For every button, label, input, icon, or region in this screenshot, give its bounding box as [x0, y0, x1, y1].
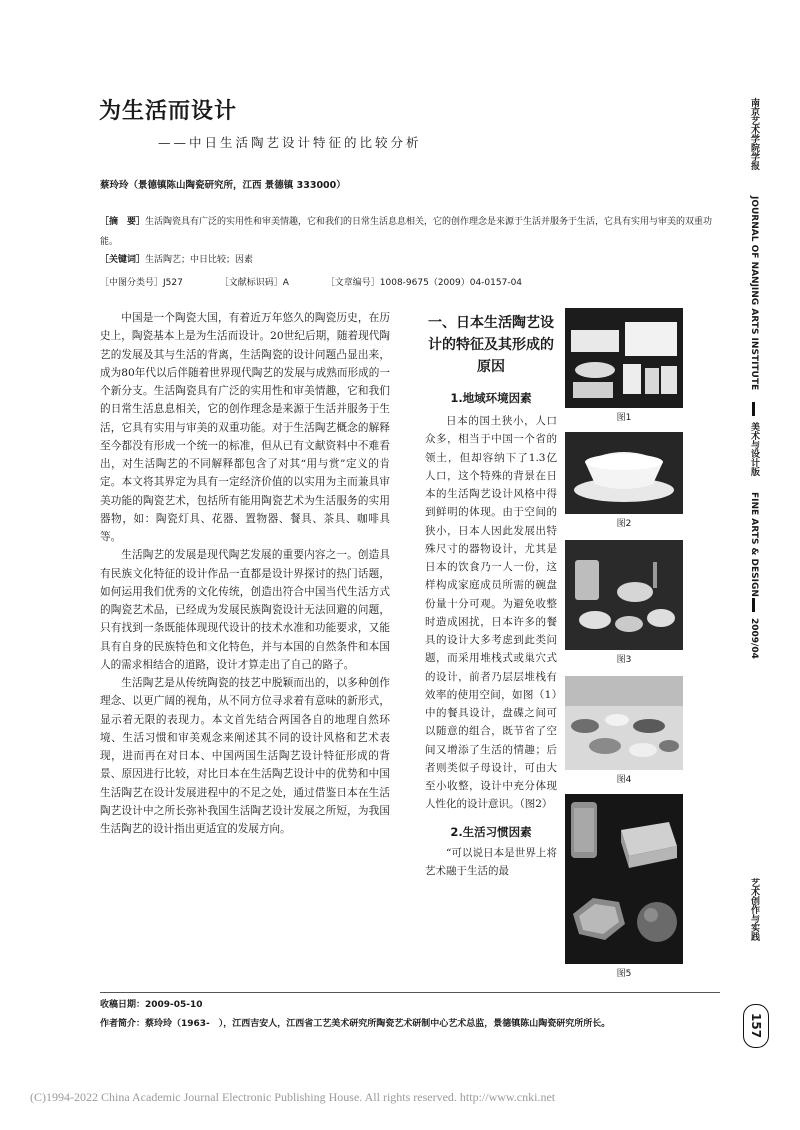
- subsection-heading: 2.生活习惯因素: [450, 824, 532, 839]
- section-text: “可以说日本是世界上将艺术融于生活的最: [425, 846, 557, 877]
- figure-caption: 图4: [616, 775, 632, 785]
- keywords: [100, 252, 253, 265]
- abstract: [100, 212, 720, 252]
- received-date: 收稿日期：2009-05-10: [100, 1000, 203, 1010]
- sidebar-divider: [752, 598, 755, 612]
- section-text: 日本的国土狭小，人口众多，相当于中国一个省的领土，但却容纳下了1.3亿人口，这个特殊的背景在日本的生活陶艺设计风格中得到鲜明的体现。由于空间的狭小，日本人因此发展出特殊尺寸的器物设计，尤其是日本的饮食乃一人一份，这样构成家庭成员所需的碗盘份量十分可观。为避免收整时造成困扰，日本许多的餐具的设计大多考虑到此类问题，而采用堆栈式或巢穴式的设计，前者乃层层堆栈有效率的使用空间，如图（1）中的餐具设计，盘碟之间可以随意的组合，既节省了空间又增添了生活的情趣；后者则类似子母设计，可由大至小收整，设计中充分体现人性化的设计意识。（图2）: [425, 415, 557, 811]
- figure-2: [565, 432, 683, 529]
- article-subtitle: ——中日生活陶艺设计特征的比较分析: [158, 135, 422, 150]
- figure-caption: 图5: [616, 969, 632, 979]
- sidebar-journal-name-en: JOURNAL OF NANJING ARTS INSTITUTE: [749, 196, 759, 391]
- sidebar-divider: [752, 402, 755, 416]
- body-paragraph: 生活陶艺是从传统陶瓷的技艺中脱颖而出的，以多种创作理念、以更广阔的视角，从不同方位寻求着有意味的新形式，显示着无限的表现力。本文首先结合两国各自的地理自然环境、生活习惯和审美观念来阐述其不同的设计风格和艺术表现，进而再在对日本、中国两国生活陶艺设计特征形成的背景、原因进行比较，对比日本在生活陶艺设计中的优势和中国生活陶艺在设计发展进程中的不足之处，通过借鉴日本在生活陶艺设计中之所长弥补我国生活陶艺设计发展之所短，为我国生活陶艺的设计指出更适宜的发展方向。: [100, 677, 390, 835]
- section-heading: 一、日本生活陶艺设计的特征及其形成的原因: [428, 315, 554, 375]
- article-title: 为生活而设计: [99, 99, 238, 124]
- sidebar-section-name-en: FINE ARTS & DESIGN: [749, 492, 759, 597]
- page-number: 157: [743, 1004, 769, 1048]
- figure-3: [565, 540, 683, 665]
- author-bio: 作者简介：蔡玲玲（1963- ），江西吉安人，江西省工艺美术研究所陶瓷艺术研制中心艺术总监，景德镇陈山陶瓷研究所所长。: [100, 1019, 611, 1029]
- figure-1: [565, 308, 683, 423]
- keywords-text: 生活陶艺；中日比较；因素: [145, 255, 254, 265]
- sidebar-section-name: 美术与设计版: [749, 422, 759, 476]
- figure-caption: 图3: [616, 655, 632, 665]
- body-paragraph: 生活陶艺的发展是现代陶艺发展的重要内容之一。创造具有民族文化特征的设计作品一直都是设计界探讨的热门话题，如何运用我们优秀的文化传统，创造出符合中国当代生活方式的陶瓷艺术品，已经成为发展民族陶瓷设计无法回避的问题，只有找到一条既能体现现代设计的技术水准和功能要求，又能具有自身的民族特色和文化特色，并与本国的自然条件和本国人的需求相结合的道路，设计才算走出了自己的路子。: [100, 549, 390, 671]
- classification-line: [100, 275, 720, 288]
- author-line: 蔡玲玲（景德镇陈山陶瓷研究所，江西 景德镇 333000）: [100, 180, 346, 191]
- figure-3-image: [565, 540, 683, 650]
- clc-number: ［中图分类号］J527: [100, 278, 183, 288]
- document-code: ［文献标识码］A: [219, 278, 289, 288]
- sidebar-column-name: 艺术创作与实践: [749, 878, 759, 941]
- abstract-text: 生活陶瓷具有广泛的实用性和审美情趣，它和我们的日常生活息息相关，它的创作理念是来源于生活并服务于生活，它具有实用与审美的双重功能。: [100, 217, 713, 247]
- figure-4-image: [565, 676, 683, 770]
- figure-4: [565, 676, 683, 785]
- sidebar-journal-name: 南京艺术学院学报: [749, 98, 759, 170]
- figure-1-image: [565, 308, 683, 408]
- copyright-notice: (C)1994-2022 China Academic Journal Electronic Publishing House. All rights reserved. http://www.cnki.net: [30, 1090, 556, 1104]
- subsection-heading: 1.地域环境因素: [450, 391, 532, 405]
- footnote-divider: [100, 992, 720, 993]
- keywords-label: ［关键词］: [100, 255, 146, 265]
- figure-caption: 图1: [616, 413, 632, 423]
- article-number: ［文章编号］1008-9675（2009）04-0157-04: [325, 278, 523, 288]
- abstract-label: ［摘 要］: [100, 217, 146, 227]
- body-paragraph: 中国是一个陶瓷大国，有着近万年悠久的陶瓷历史，在历史上，陶瓷基本上是为生活而设计。20世纪后期，随着现代陶艺的发展及其与生活的背离，生活陶瓷的设计问题凸显出来，成为80年代以后伴随着世界现代陶艺的发展与成熟而形成的一个新分支。生活陶瓷具有广泛的实用性和审美情趣，它和我们的日常生活息息相关，它的创作理念是来源于生活并服务于生活，它具有实用与审美的双重功能。对于生活陶艺概念的解释至今都没有形成一个统一的标准，但从已有文献资料中不难看出，对生活陶艺的不同解释都包含了对其“用与赏”定义的肯定。本文将其界定为具有一定经济价值的以实用为主而兼具审美功能的陶瓷艺术，包括所有能用陶瓷艺术为生活服务的实用器物，如：陶瓷灯具、花器、置物器、餐具、茶具、咖啡具等。: [100, 312, 390, 543]
- sidebar-issue: 2009/04: [749, 618, 759, 659]
- body-column: [100, 309, 390, 838]
- figure-5-image: [565, 794, 683, 964]
- figure-5: [565, 794, 683, 979]
- figure-2-image: [565, 432, 683, 514]
- section-column: [425, 312, 557, 880]
- figure-caption: 图2: [616, 519, 632, 529]
